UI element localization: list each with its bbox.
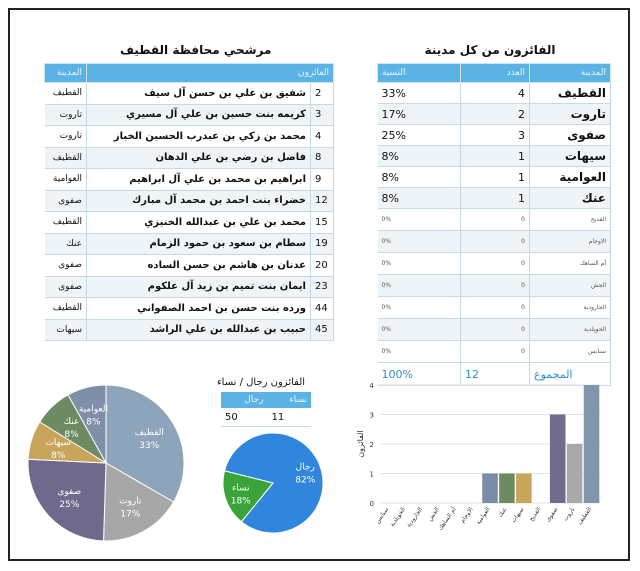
pie-slice-value: 17% bbox=[120, 509, 141, 520]
candidate-name: كريمه بنت حسين بن علي آل مسيري bbox=[87, 104, 311, 126]
candidate-number: 4 bbox=[311, 126, 334, 148]
pie-slice-label: القطيف bbox=[134, 428, 164, 438]
candidate-number: 3 bbox=[311, 104, 334, 126]
city-pct: 17% bbox=[378, 104, 461, 125]
men-count: 50 bbox=[221, 408, 267, 427]
header-count: العدد bbox=[461, 64, 530, 83]
candidate-row bbox=[45, 298, 334, 320]
city-pct: 33% bbox=[378, 83, 461, 104]
header-pct: النسبة bbox=[378, 64, 461, 83]
city-pct: 8% bbox=[378, 188, 461, 209]
city-row bbox=[378, 167, 611, 188]
city-count: 1 bbox=[461, 146, 530, 167]
city-row bbox=[378, 146, 611, 167]
candidate-row bbox=[45, 126, 334, 148]
pie-slice-label: العوامية bbox=[78, 404, 108, 415]
candidate-row bbox=[45, 319, 334, 341]
city-body bbox=[378, 83, 611, 363]
city-count: 2 bbox=[461, 104, 530, 125]
candidate-name: عدنان بن هاشم بن حسن الساده bbox=[87, 255, 311, 277]
city-pct: 0% bbox=[378, 209, 461, 231]
candidate-number: 23 bbox=[311, 276, 334, 298]
city-name: صفوى bbox=[530, 125, 611, 146]
city-row bbox=[378, 209, 611, 231]
header-city: المدينة bbox=[45, 64, 87, 83]
bar bbox=[516, 474, 532, 504]
city-name: سنابس bbox=[530, 341, 611, 363]
city-pct: 8% bbox=[378, 146, 461, 167]
candidate-city: تاروت bbox=[45, 104, 87, 126]
bar bbox=[499, 474, 515, 504]
city-row bbox=[378, 188, 611, 209]
header-women: نساء bbox=[267, 392, 311, 408]
candidate-number: 2 bbox=[311, 83, 334, 105]
candidate-name: محمد بن علي بن عبدالله الخنيزي bbox=[87, 212, 311, 234]
city-name: القطيف bbox=[530, 83, 611, 104]
bar bbox=[567, 444, 583, 503]
pie-slice-value: 25% bbox=[59, 499, 80, 510]
city-name: الخويلدية bbox=[530, 319, 611, 341]
candidate-name: ايمان بنت تميم بن زيد آل علكوم bbox=[87, 276, 311, 298]
candidate-number: 45 bbox=[311, 319, 334, 341]
city-count: 0 bbox=[461, 319, 530, 341]
candidate-name: فاضل بن رضي بن علي الدهان bbox=[87, 147, 311, 169]
gender-pie-chart bbox=[220, 428, 330, 538]
candidate-city: سيهات bbox=[45, 319, 87, 341]
city-name: الجارودية bbox=[530, 297, 611, 319]
y-tick-label: 3 bbox=[369, 411, 374, 420]
candidate-row bbox=[45, 276, 334, 298]
city-count: 0 bbox=[461, 341, 530, 363]
header-city: المدينة bbox=[530, 64, 611, 83]
y-tick-label: 0 bbox=[369, 500, 374, 508]
city-row bbox=[378, 125, 611, 146]
women-count: 11 bbox=[267, 408, 311, 427]
city-name: القديح bbox=[530, 209, 611, 231]
city-name: تاروت bbox=[530, 104, 611, 125]
y-axis-label: الفائزون bbox=[356, 430, 365, 458]
candidate-city: صفوى bbox=[45, 190, 87, 212]
candidate-row bbox=[45, 233, 334, 255]
candidate-city: القطيف bbox=[45, 298, 87, 320]
candidate-number: 15 bbox=[311, 212, 334, 234]
y-tick-label: 1 bbox=[369, 470, 374, 479]
bar bbox=[584, 385, 600, 503]
city-pct: 8% bbox=[378, 167, 461, 188]
city-pct: 0% bbox=[378, 341, 461, 363]
city-pct: 0% bbox=[378, 297, 461, 319]
city-row bbox=[378, 275, 611, 297]
city-name: الجش bbox=[530, 275, 611, 297]
city-row bbox=[378, 83, 611, 104]
candidate-city: العوامية bbox=[45, 169, 87, 191]
x-tick-label: الجارودية bbox=[405, 506, 424, 529]
pie-slice-label: صفوى bbox=[57, 486, 82, 497]
pie-slice-label: عنك bbox=[63, 416, 80, 427]
candidate-row bbox=[45, 104, 334, 126]
x-tick-label: عنك bbox=[496, 506, 509, 519]
candidate-number: 8 bbox=[311, 147, 334, 169]
pie-slice-value: 8% bbox=[86, 417, 101, 428]
x-tick-label: العوامية bbox=[474, 506, 492, 527]
city-count: 0 bbox=[461, 275, 530, 297]
gender-table bbox=[221, 392, 311, 427]
city-count: 1 bbox=[461, 167, 530, 188]
candidate-name: ابراهيم بن محمد بن علي آل ابراهيم bbox=[87, 169, 311, 191]
x-tick-label: سنابس bbox=[374, 506, 391, 525]
city-count: 0 bbox=[461, 209, 530, 231]
city-pct: 0% bbox=[378, 319, 461, 341]
candidate-name: حبيب بن عبدالله بن علي الراشد bbox=[87, 319, 311, 341]
pie-slice-value: 33% bbox=[139, 441, 160, 451]
candidates-table bbox=[44, 63, 334, 341]
city-row bbox=[378, 231, 611, 253]
city-pie-chart bbox=[23, 378, 193, 548]
city-pct: 0% bbox=[378, 253, 461, 275]
y-tick-label: 2 bbox=[369, 441, 374, 449]
x-tick-label: الجش bbox=[426, 506, 441, 523]
city-count: 0 bbox=[461, 253, 530, 275]
city-pct: 0% bbox=[378, 275, 461, 297]
x-tick-label: القديح bbox=[527, 506, 543, 523]
x-tick-label: سيهات bbox=[509, 506, 526, 525]
candidate-row bbox=[45, 147, 334, 169]
header-men: رجال bbox=[221, 392, 267, 408]
header-name: الفائزون bbox=[87, 64, 334, 83]
y-tick-label: 4 bbox=[369, 382, 374, 390]
candidate-city: القطيف bbox=[45, 147, 87, 169]
candidates-title: مرشحي محافظة القطيف bbox=[120, 43, 272, 57]
pie-slice-label: نساء bbox=[231, 483, 250, 494]
city-row bbox=[378, 319, 611, 341]
pie-slice-value: 8% bbox=[64, 429, 79, 440]
candidate-number: 12 bbox=[311, 190, 334, 212]
pie-slice-label: تاروت bbox=[119, 496, 142, 507]
x-tick-label: أم الساهك bbox=[437, 506, 458, 532]
x-tick-label: الاوجام bbox=[459, 506, 475, 525]
gender-title: الفائزون رجال / نساء bbox=[216, 377, 306, 388]
city-row bbox=[378, 253, 611, 275]
candidate-city: صفوى bbox=[45, 255, 87, 277]
x-tick-label: القطيف bbox=[576, 506, 594, 527]
city-name: الاوجام bbox=[530, 231, 611, 253]
candidate-city: صفوى bbox=[45, 276, 87, 298]
city-name: أم الساهك bbox=[530, 253, 611, 275]
candidate-number: 19 bbox=[311, 233, 334, 255]
city-name: عنك bbox=[530, 188, 611, 209]
bar bbox=[550, 415, 566, 504]
city-title: الفائزون من كل مدينة bbox=[424, 43, 556, 57]
pie-slice-label: سيهات bbox=[45, 438, 72, 449]
candidate-number: 9 bbox=[311, 169, 334, 191]
candidate-number: 20 bbox=[311, 255, 334, 277]
candidate-city: القطيف bbox=[45, 212, 87, 234]
city-row bbox=[378, 297, 611, 319]
pie-slice-label: رجال bbox=[295, 462, 315, 473]
city-pct: 0% bbox=[378, 231, 461, 253]
candidate-row bbox=[45, 190, 334, 212]
city-count: 3 bbox=[461, 125, 530, 146]
city-count: 1 bbox=[461, 188, 530, 209]
x-tick-label: الخويلدية bbox=[388, 506, 408, 529]
city-count: 4 bbox=[461, 83, 530, 104]
candidate-name: محمد بن زكي بن عبدرب الحسين الخباز bbox=[87, 126, 311, 148]
candidate-city: عنك bbox=[45, 233, 87, 255]
candidate-row bbox=[45, 255, 334, 277]
city-name: العوامية bbox=[530, 167, 611, 188]
bar bbox=[482, 474, 498, 504]
total-pct: 100% bbox=[378, 363, 461, 386]
candidates-body bbox=[45, 83, 334, 341]
candidate-city: تاروت bbox=[45, 126, 87, 148]
candidate-name: شفيق بن علي بن حسن آل سيف bbox=[87, 83, 311, 105]
pie-slice-value: 82% bbox=[295, 475, 316, 486]
candidate-row bbox=[45, 83, 334, 105]
city-name: سيهات bbox=[530, 146, 611, 167]
bar-chart bbox=[345, 375, 615, 550]
candidate-name: ورده بنت حسن بن احمد الصفواني bbox=[87, 298, 311, 320]
candidate-name: خضراء بنت احمد بن محمد آل مبارك bbox=[87, 190, 311, 212]
candidate-row bbox=[45, 169, 334, 191]
candidate-city: القطيف bbox=[45, 83, 87, 105]
candidate-number: 44 bbox=[311, 298, 334, 320]
pie-slice-value: 8% bbox=[51, 451, 66, 462]
total-count: 12 bbox=[461, 363, 530, 386]
x-tick-label: صفوى bbox=[544, 506, 560, 524]
city-pct: 25% bbox=[378, 125, 461, 146]
total-label: المجموع bbox=[530, 363, 611, 386]
city-table bbox=[377, 63, 611, 386]
x-tick-label: تاروت bbox=[561, 506, 577, 523]
candidate-row bbox=[45, 212, 334, 234]
city-row bbox=[378, 341, 611, 363]
city-count: 0 bbox=[461, 297, 530, 319]
city-count: 0 bbox=[461, 231, 530, 253]
city-row bbox=[378, 104, 611, 125]
pie-slice-value: 18% bbox=[230, 496, 251, 507]
candidate-name: سطام بن سعود بن حمود الزمام bbox=[87, 233, 311, 255]
